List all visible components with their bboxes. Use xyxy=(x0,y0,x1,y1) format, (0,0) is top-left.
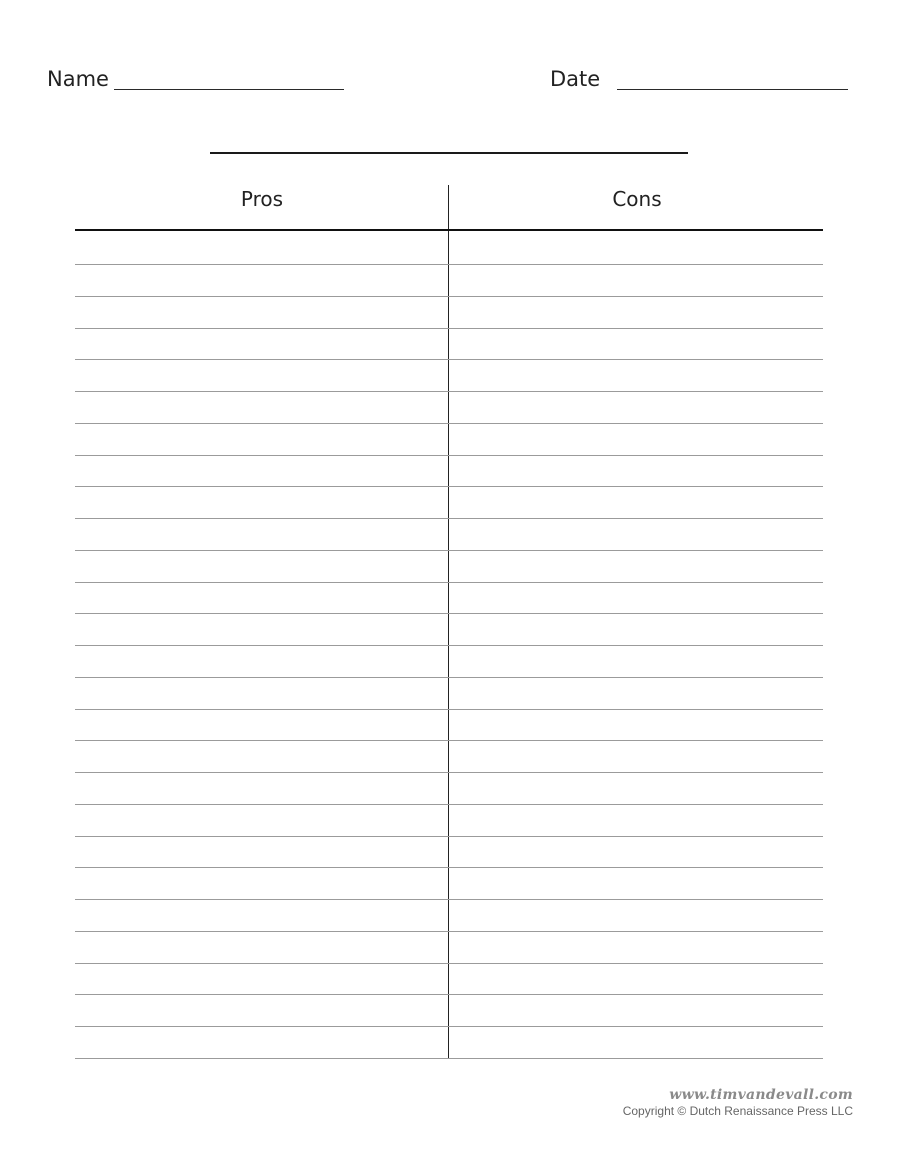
writing-line[interactable] xyxy=(75,613,823,614)
writing-line[interactable] xyxy=(75,296,823,297)
pros-column-header: Pros xyxy=(240,187,284,211)
writing-line[interactable] xyxy=(75,836,823,837)
writing-line[interactable] xyxy=(75,931,823,932)
writing-line[interactable] xyxy=(75,518,823,519)
footer-website: www.timvandevall.com xyxy=(669,1087,853,1103)
writing-line[interactable] xyxy=(75,645,823,646)
column-divider xyxy=(448,185,449,1058)
writing-line[interactable] xyxy=(75,455,823,456)
writing-line[interactable] xyxy=(75,867,823,868)
date-blank-line[interactable] xyxy=(617,89,848,90)
cons-column-header: Cons xyxy=(612,187,662,211)
writing-line[interactable] xyxy=(75,1058,823,1059)
writing-line[interactable] xyxy=(75,740,823,741)
writing-line[interactable] xyxy=(75,804,823,805)
writing-line[interactable] xyxy=(75,359,823,360)
writing-line[interactable] xyxy=(75,994,823,995)
writing-line[interactable] xyxy=(75,772,823,773)
writing-line[interactable] xyxy=(75,391,823,392)
writing-line[interactable] xyxy=(75,264,823,265)
writing-line[interactable] xyxy=(75,486,823,487)
writing-line[interactable] xyxy=(75,677,823,678)
writing-line[interactable] xyxy=(75,1026,823,1027)
writing-line[interactable] xyxy=(75,963,823,964)
writing-line[interactable] xyxy=(75,709,823,710)
footer-copyright: Copyright © Dutch Renaissance Press LLC xyxy=(622,1104,853,1118)
name-label: Name xyxy=(47,67,109,91)
writing-line[interactable] xyxy=(75,550,823,551)
header-rule xyxy=(75,229,823,231)
writing-line[interactable] xyxy=(75,423,823,424)
writing-line[interactable] xyxy=(75,582,823,583)
title-blank-line[interactable] xyxy=(210,152,688,154)
date-label: Date xyxy=(550,67,601,91)
name-blank-line[interactable] xyxy=(114,89,344,90)
writing-line[interactable] xyxy=(75,899,823,900)
writing-line[interactable] xyxy=(75,328,823,329)
